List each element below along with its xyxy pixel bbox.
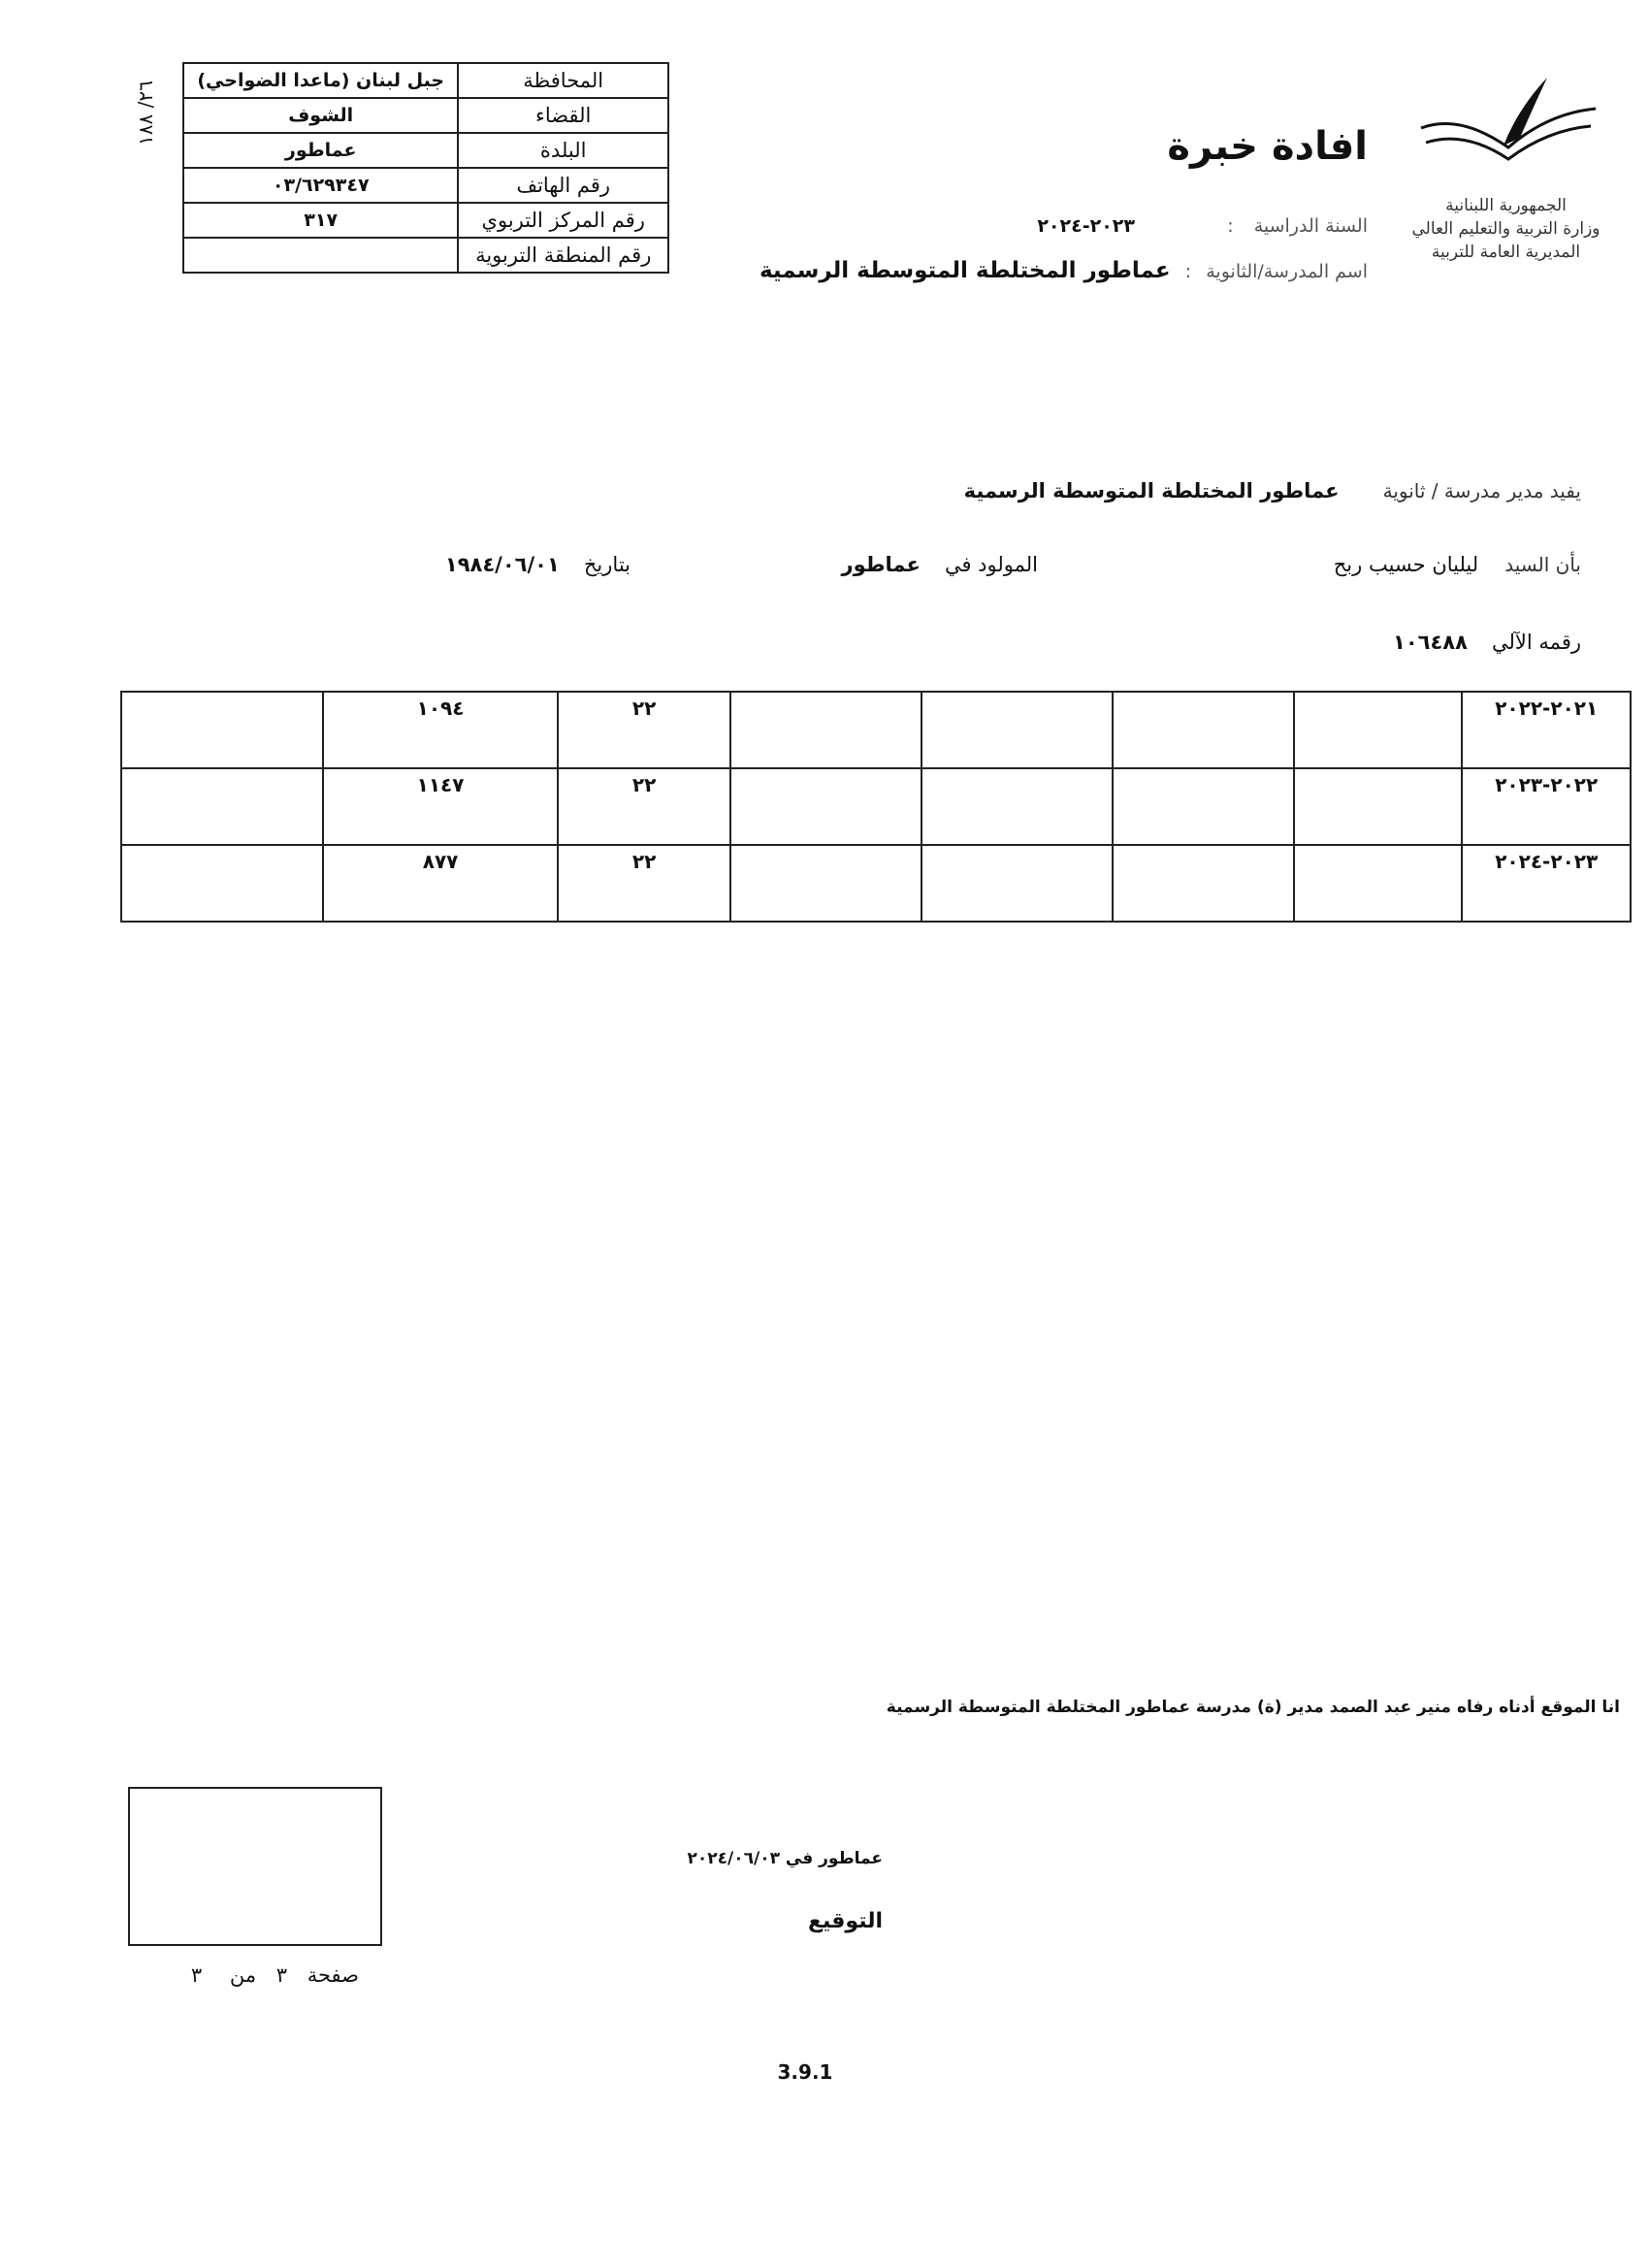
school-separator: : (1184, 261, 1192, 282)
info-row (183, 133, 668, 168)
body-school-name: عماطور المختلطة المتوسطة الرسمية (963, 479, 1340, 502)
experience-table (120, 691, 1632, 923)
table-cell (1294, 768, 1463, 845)
table-cell (121, 845, 323, 922)
info-row (183, 238, 668, 273)
academic-year-label: السنة الدراسية (1253, 215, 1368, 237)
table-cell (1113, 768, 1293, 845)
ministry-logo (1411, 70, 1605, 177)
table-cell (1113, 692, 1293, 768)
body-line-1 (963, 479, 1581, 502)
academic-year-value: ٢٠٢٣-٢٠٢٤ (1037, 215, 1135, 237)
side-note-text: ٢٦/ ١٨٨ (134, 81, 157, 146)
signature-label: التوقيع (808, 1909, 883, 1933)
body-line-2-birthplace (834, 553, 1038, 576)
hours-cell: ١٠٩٤ (323, 692, 558, 768)
logo-caption (1397, 194, 1615, 264)
body-line-2-name (1300, 553, 1581, 576)
info-label: القضاء (458, 98, 668, 133)
info-label: رقم المركز التربوي (458, 203, 668, 238)
table-row (121, 692, 1631, 768)
info-value: ٣١٧ (183, 203, 458, 238)
table-cell (1294, 692, 1463, 768)
logo-line-1: الجمهورية اللبنانية (1445, 196, 1567, 215)
table-cell (730, 845, 922, 922)
body-line-3 (1339, 631, 1581, 654)
hours-cell: ٨٧٧ (323, 845, 558, 922)
year-cell: ٢٠٢٣-٢٠٢٤ (1462, 845, 1631, 922)
birth-place: عماطور (841, 553, 921, 576)
info-value: الشوف (183, 98, 458, 133)
info-value (183, 238, 458, 273)
weeks-cell: ٢٢ (558, 692, 730, 768)
place-date: عماطور في ٢٠٢٤/٠٦/٠٣ (687, 1849, 883, 1868)
logo-line-2: وزارة التربية والتعليم العالي (1411, 219, 1600, 239)
info-row (183, 63, 668, 98)
info-label: رقم المنطقة التربوية (458, 238, 668, 273)
table-cell (730, 692, 922, 768)
table-cell (922, 692, 1113, 768)
page-of-label: من (229, 1963, 257, 1987)
info-row (183, 203, 668, 238)
school-name: عماطور المختلطة المتوسطة الرسمية (759, 258, 1171, 283)
academic-year-separator: : (1227, 215, 1234, 237)
year-cell: ٢٠٢٢-٢٠٢٣ (1462, 768, 1631, 845)
director-statement: يفيد مدير مدرسة / ثانوية (1382, 479, 1581, 502)
table-row (121, 768, 1631, 845)
page-label: صفحة (307, 1963, 359, 1987)
logo-line-3: المديرية العامة للتربية (1431, 243, 1581, 262)
book-bird-icon (1411, 70, 1605, 177)
info-value: جبل لبنان (ماعدا الضواحي) (183, 63, 458, 98)
born-in-label: المولود في (944, 553, 1038, 576)
page-current: ٣ (275, 1963, 288, 1987)
page-total: ٣ (190, 1963, 203, 1987)
weeks-cell: ٢٢ (558, 768, 730, 845)
hours-cell: ١١٤٧ (323, 768, 558, 845)
weeks-cell: ٢٢ (558, 845, 730, 922)
table-cell (121, 692, 323, 768)
info-value: عماطور (183, 133, 458, 168)
table-cell (121, 768, 323, 845)
birth-date: ١٩٨٤/٠٦/٠١ (444, 553, 560, 576)
info-label: المحافظة (458, 63, 668, 98)
table-cell (1294, 845, 1463, 922)
date-label: بتاريخ (583, 553, 630, 576)
table-cell (922, 768, 1113, 845)
info-value: ٠٣/٦٢٩٣٤٧ (183, 168, 458, 203)
body-line-2-date (407, 553, 630, 576)
employee-number: ١٠٦٤٨٨ (1393, 631, 1468, 654)
document-title: افادة خبرة (1167, 124, 1368, 169)
info-table (182, 62, 669, 274)
info-label: البلدة (458, 133, 668, 168)
table-row (121, 845, 1631, 922)
page-number (136, 1963, 359, 1987)
form-code: 3.9.1 (777, 2060, 833, 2084)
info-row (183, 98, 668, 133)
signatory-statement: انا الموقع أدناه رفاه منير عبد الصمد مدير (ة) مدرسة عماطور المختلطة المتوسطة الرسمية (886, 1698, 1620, 1717)
table-cell (730, 768, 922, 845)
info-label: رقم الهاتف (458, 168, 668, 203)
table-cell (922, 845, 1113, 922)
side-note (134, 58, 173, 146)
school-label: اسم المدرسة/الثانوية (1206, 261, 1368, 282)
stamp-box (128, 1787, 382, 1946)
school-line (759, 258, 1368, 283)
person-name: ليليان حسيب ربح (1333, 553, 1479, 576)
table-cell (1113, 845, 1293, 922)
year-cell: ٢٠٢١-٢٠٢٢ (1462, 692, 1631, 768)
employee-number-label: رقمه الآلي (1492, 631, 1581, 654)
info-row (183, 168, 668, 203)
mr-label: بأن السيد (1504, 553, 1581, 576)
